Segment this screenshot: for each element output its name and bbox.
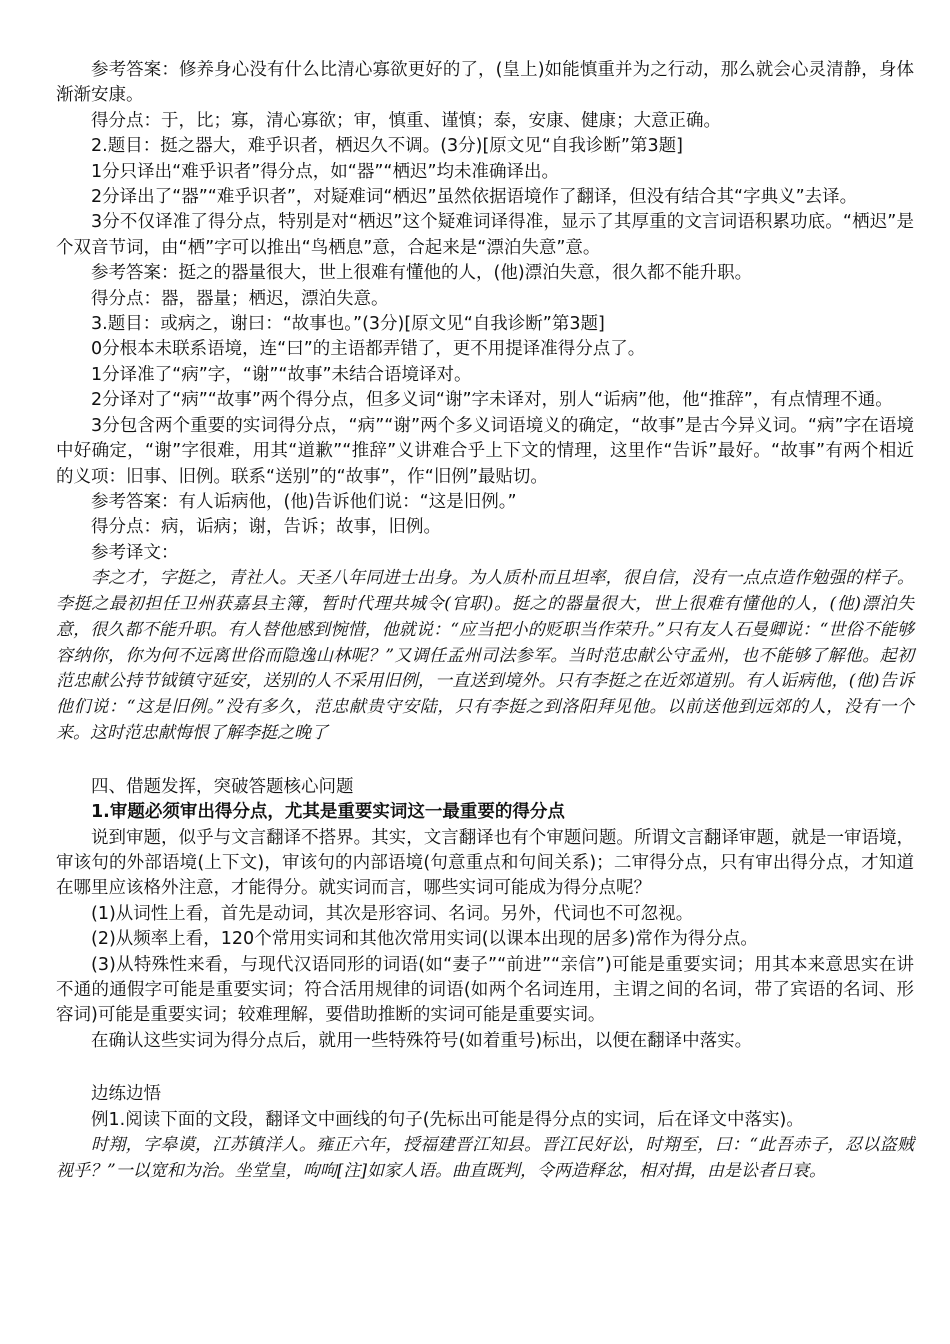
example-passage: 时翔，字皋谟，江苏镇洋人。雍正六年，授福建晋江知县。晋江民好讼，时翔至，曰：“此吾赤子，忍以盗贼视乎？”一以宽和为治。坐堂皇，呴呴[注]如家人语。曲直既判，令两造释忿，相对揖，由是讼者日衰。: [56, 1134, 914, 1181]
example-prompt: 例1.阅读下面的文段，翻译文中画线的句子(先标出可能是得分点的实词，后在译文中落实)。: [91, 1109, 804, 1130]
body-paragraph: 说到审题，似乎与文言翻译不搭界。其实，文言翻译也有个审题问题。所谓文言翻译审题，就是一审语境，审该句的外部语境(上下文)，审该句的内部语境(句意重点和句间关系)；二审得分点，只有审出得分点，才知道在哪里应该格外注意，才能得分。就实词而言，哪些实词可能成为得分点呢？: [56, 827, 914, 899]
answer-paragraph: 参考答案：挺之的器量很大，世上很难有懂他的人，(他)漂泊失意，很久都不能升职。: [91, 263, 753, 284]
document-page: [56, 58, 914, 1185]
score-2-paragraph: 2分译出了“器”“难乎识者”，对疑难词“栖迟”虽然依据语境作了翻译，但没有结合其“字典义”去译。: [91, 187, 858, 208]
scoring-points-paragraph: 得分点：于，比；寡，清心寡欲；审，慎重、谨慎；泰，安康、健康；大意正确。: [91, 110, 721, 131]
question-2-paragraph: 2.题目：挺之器大，难乎识者，栖迟久不调。(3分)[原文见“自我诊断”第3题]: [91, 136, 683, 157]
score-0-paragraph: 0分根本未联系语境，连“曰”的主语都弄错了，更不用提译准得分点了。: [91, 339, 646, 360]
question-3-paragraph: 3.题目：或病之，谢曰：“故事也。”(3分)[原文见“自我诊断”第3题]: [91, 314, 605, 335]
list-item: (3)从特殊性来看，与现代汉语同形的词语(如“妻子”“前进”“亲信”)可能是重要实词；用其本来意思实在讲不通的通假字可能是重要实词；符合活用规律的词语(如两个名词连用，主谓之间的名词，带了宾语的名词、形容词)可能是重要实词；较难理解，要借助推断的实词可能是重要实词。: [56, 954, 914, 1026]
scoring-points-paragraph: 得分点：器，器量；栖迟，漂泊失意。: [91, 288, 389, 309]
practice-heading: 边练边悟: [91, 1084, 161, 1105]
list-item: (1)从词性上看，首先是动词，其次是形容词、名词。另外，代词也不可忽视。: [91, 903, 694, 924]
score-2-paragraph: 2分译对了“病”“故事”两个得分点，但多义词“谢”字未译对，别人“诟病”他，他“推辞”，有点情理不通。: [91, 390, 893, 411]
scoring-points-paragraph: 得分点：病，诟病；谢，告诉；故事，旧例。: [91, 517, 441, 538]
score-3-paragraph: 3分包含两个重要的实词得分点，“病”“谢”两个多义词语境义的确定，“故事”是古今异义词。“病”字在语境中好确定，“谢”字很难，用其“道歉”“推辞”义讲难合乎上下文的情理，这里作“告诉”最好。“故事”有两个相近的义项：旧事、旧例。联系“送别”的“故事”，作“旧例”最贴切。: [56, 415, 914, 487]
answer-paragraph: 参考答案：修养身心没有什么比清心寡欲更好的了，(皇上)如能慎重并为之行动，那么就会心灵清静，身体渐渐安康。: [56, 60, 914, 106]
answer-paragraph: 参考答案：有人诟病他，(他)告诉他们说：“这是旧例。”: [91, 491, 517, 512]
list-item: (2)从频率上看，120个常用实词和其他次常用实词(以课本出现的居多)常作为得分点。: [91, 929, 758, 950]
section-heading: 四、借题发挥，突破答题核心问题: [91, 776, 354, 797]
translation-text: 李之才，字挺之，青社人。天圣八年同进士出身。为人质朴而且坦率，很自信，没有一点点造作勉强的样子。李挺之最初担任卫州获嘉县主簿，暂时代理共城令(官职)。挺之的器量很大，世上很难有懂他的人，(他)漂泊失意，很久都不能升职。有人替他感到惋惜，他就说：“应当把小的贬职当作荣升。”只有友人石曼卿说：“世俗不能够容纳你，你为何不远离世俗而隐逸山林呢？”又调任孟州司法参军。当时范忠献公守孟州，也不能够了解他。起初范忠献公持节钺镇守延安，送别的人不采用旧例，一直送到境外。只有李挺之在近郊道别。有人诟病他，(他)告诉他们说：“这是旧例。”没有多久，范忠献贵守安陆，只有李挺之到洛阳拜见他。以前送他到远郊的人，没有一个来。这时范忠献悔恨了解李挺之晚了: [56, 568, 914, 743]
score-1-paragraph: 1分只译出“难乎识者”得分点，如“器”“栖迟”均未准确译出。: [91, 161, 560, 182]
translation-label: 参考译文：: [91, 542, 179, 563]
score-1-paragraph: 1分译准了“病”字，“谢”“故事”未结合语境译对。: [91, 364, 472, 385]
section-subheading: 1.审题必须审出得分点，尤其是重要实词这一最重要的得分点: [91, 802, 565, 823]
score-3-paragraph: 3分不仅译准了得分点，特别是对“栖迟”这个疑难词译得准，显示了其厚重的文言词语积累功底。“栖迟”是个双音节词，由“栖”字可以推出“鸟栖息”意，合起来是“漂泊失意”意。: [56, 212, 914, 258]
body-paragraph: 在确认这些实词为得分点后，就用一些特殊符号(如着重号)标出，以便在翻译中落实。: [91, 1030, 753, 1051]
